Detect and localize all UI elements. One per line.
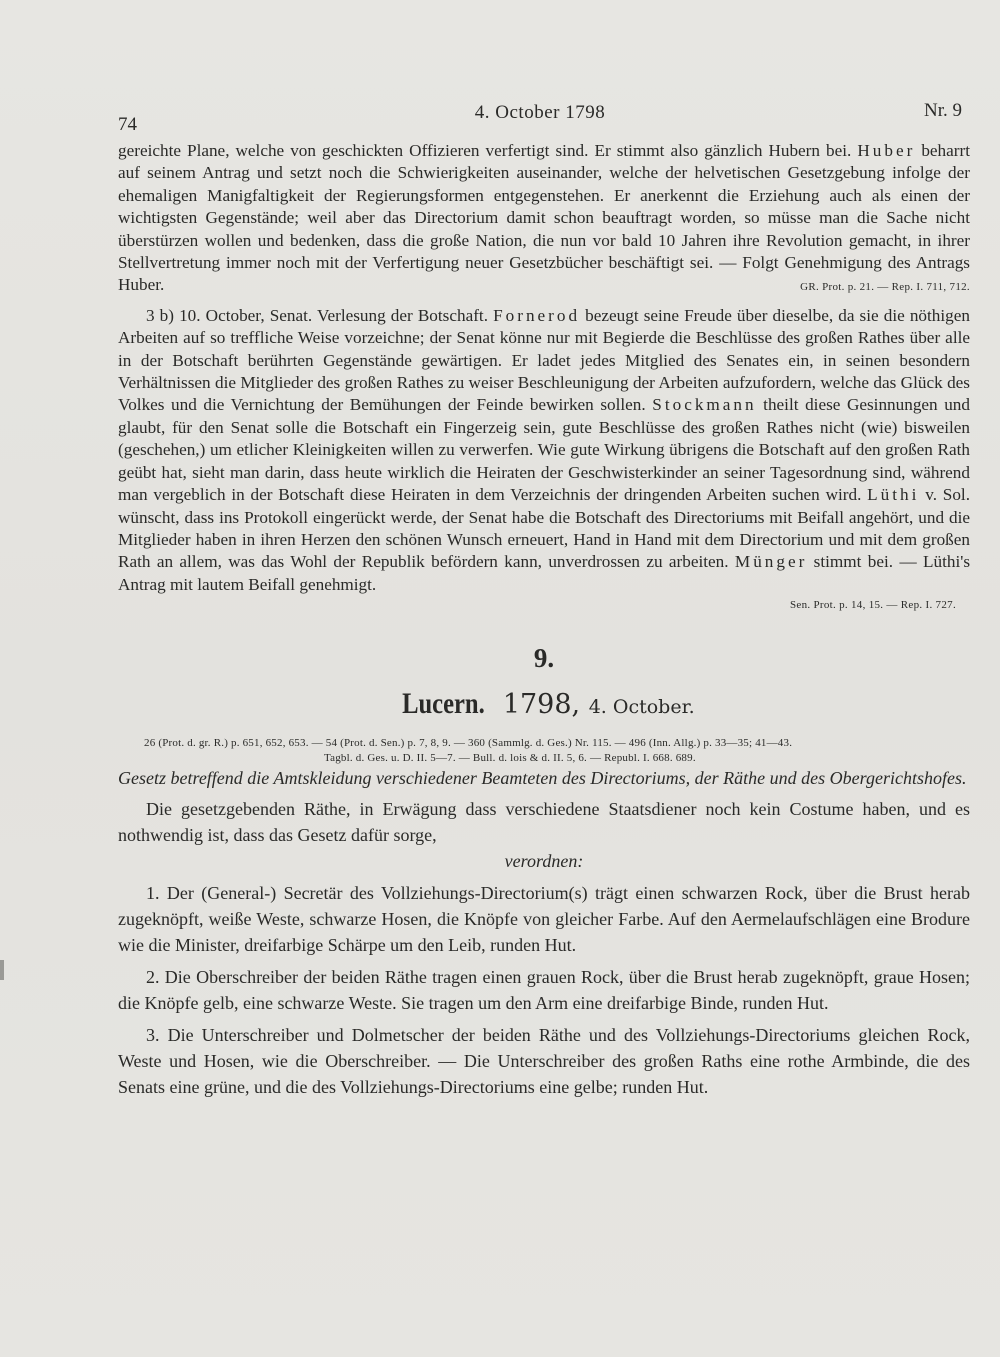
speaker-huber: Huber	[857, 141, 916, 160]
header-date: 4. October 1798	[474, 102, 606, 123]
document-number: Nr. 9	[924, 100, 962, 121]
speaker-fornerod: Fornerod	[493, 305, 581, 325]
para2-text-e: stimmt bei. — Lüthi's Antrag mit lautem Beifall genehmigt.	[118, 552, 971, 594]
page-number: 74	[118, 114, 137, 135]
page-body	[118, 140, 970, 1100]
reference-sen: Sen. Prot. p. 14, 15. — Rep. I. 727.	[789, 599, 956, 612]
section-year: 1798,	[502, 688, 581, 720]
section-number: 9.	[533, 642, 555, 673]
para2-text-a: 3 b) 10. October, Senat. Verlesung der Botschaft.	[146, 305, 494, 325]
sources-line-1: 26 (Prot. d. gr. R.) p. 651, 652, 653. — 54 (Prot. d. Sen.) p. 7, 8, 9. — 360 (Sammlg. d. Ges.) Nr. 115. — 496 (Inn. Allg.) p. 33—35; 41—43.	[144, 736, 793, 749]
law-text	[118, 796, 970, 1100]
para1-text-a: gereichte Plane, welche von geschickten Offizieren verfertigt sind. Er stimmt also gänzlich Hubern bei.	[118, 141, 858, 160]
para2-text-c: theilt diese Gesinnungen und glaubt, für den Senat solle die Botschaft ein Fingerzeig sein, gute Beschlüsse des großen Rathes nicht (wie) bisweilen (geschehen,) um etlicher Kleinigkeiten willen zu verwerfen. Wie gute Wirkung übrigens die Botschaft auf den großen Rath geübt hat, sieht man darin, dass heute wirklich die Heiraten der Geschwisterkinder an seiner Tagesordnung sind, während man vergeblich in der Botschaft diese Heiraten in dem Verzeichnis der dringenden Arbeiten suchen wird.	[118, 395, 970, 505]
law-article-2: 2. Die Oberschreiber der beiden Räthe tragen einen grauen Rock, über die Brust herab zugeknöpft, graue Hosen; die Knöpfe gelb, eine schwarze Weste. Sie tragen um den Arm eine dreifarbige Binde, runden Hut.	[118, 966, 970, 1013]
law-preamble: Die gesetzgebenden Räthe, in Erwägung dass verschiedene Staatsdiener noch kein Costume haben, und es nothwendig ist, dass das Gesetz dafür sorge,	[118, 798, 970, 845]
paragraph-senat	[118, 305, 970, 596]
section-place-date	[118, 686, 970, 722]
law-article-1: 1. Der (General-) Secretär des Vollziehungs-Directorium(s) trägt einen schwarzen Rock, über die Brust herab zugeknöpft, weiße Weste, schwarze Hosen, die Knöpfe von gleicher Farbe. Auf den Aermelaufschlägen eine Brodure wie die Minister, dreifarbige Schärpe um den Leib, runden Hut.	[118, 882, 970, 955]
paragraph-huber	[118, 140, 970, 297]
sources-line-2: Tagbl. d. Ges. u. D. II. 5—7. — Bull. d. lois & d. II. 5, 6. — Republ. I. 668. 689.	[324, 751, 696, 764]
scan-margin-mark	[0, 960, 4, 980]
para1-text-b: beharrt auf seinem Antrag und setzt noch die Schwierigkeiten auseinander, welche der helvetischen Gesetzgebung infolge der ehemaligen Manigfaltigkeit der Regierungsformen entgegenstehen. Er anerkennt die Erziehung auch als einen der wichtigsten Gegenstände; weil aber das Directorium damit schon beauftragt worden, so müsse man die Sache nicht überstürzen wollen und bedenken, dass die große Nation, die nun vor bald 10 Jahren ihre Revolution gemacht, in ihrer Stellvertretung immer noch mit der Verfertigung neuer Gesetzbücher beschäftigt sei. — Folgt Genehmigung des Antrags Huber.	[118, 141, 970, 295]
law-title: Gesetz betreffend die Amtskleidung verschiedener Beamteten des Directoriums, der Räthe und des Obergerichtshofes.	[118, 767, 967, 788]
section-city: Lucern.	[402, 686, 486, 720]
law-verordnen: verordnen:	[504, 850, 584, 871]
reference-gr: GR. Prot. p. 21. — Rep. I. 711, 712.	[800, 281, 970, 294]
para2-text-d: v. Sol. wünscht, dass ins Protokoll eingerückt werde, der Senat habe die Botschaft des Directoriums mit Beifall angehört, und die Mitglieder haben in ihren Herzen den schönen Wunsch erneuert, Hand in Hand mit dem Directorium und mit dem großen Rath an allem, was das Wohl der Republik befördern kann, unverdrossen zu arbeiten.	[118, 485, 971, 572]
page-header	[118, 100, 962, 135]
law-article-3: 3. Die Unterschreiber und Dolmetscher der beiden Räthe und des Vollziehungs-Directoriums gleichen Rock, Weste und Hosen, wie die Oberschreiber. — Die Unterschreiber des großen Raths eine rothe Armbinde, die des Senats eine grüne, und die des Vollziehungs-Directoriums eine gelbe; runden Hut.	[118, 1024, 970, 1097]
speaker-muenger: Münger	[734, 552, 808, 572]
speaker-luethi: Lüthi	[867, 485, 920, 505]
section-day: 4. October.	[588, 695, 695, 718]
speaker-stockmann: Stockmann	[652, 395, 757, 415]
source-references	[118, 736, 970, 766]
para2-text-b: bezeugt seine Freude über dieselbe, da sie die nöthigen Arbeiten auf so treffliche Weise vorzeichne; der Senat könne nur mit Begierde die Beschlüsse des großen Rathes über alle in der Botschaft berührten Gegenstände gewärtigen. Er ladet jedes Mitglied des Senates ein, in seinen besondern Verhältnissen die Mitglieder des großen Rathes zu weiser Beschleunigung der Arbeiten aufzufordern, welche das Glück des Volkes und die Vernichtung der Bemühungen der Feinde bewirken sollen.	[118, 305, 970, 415]
